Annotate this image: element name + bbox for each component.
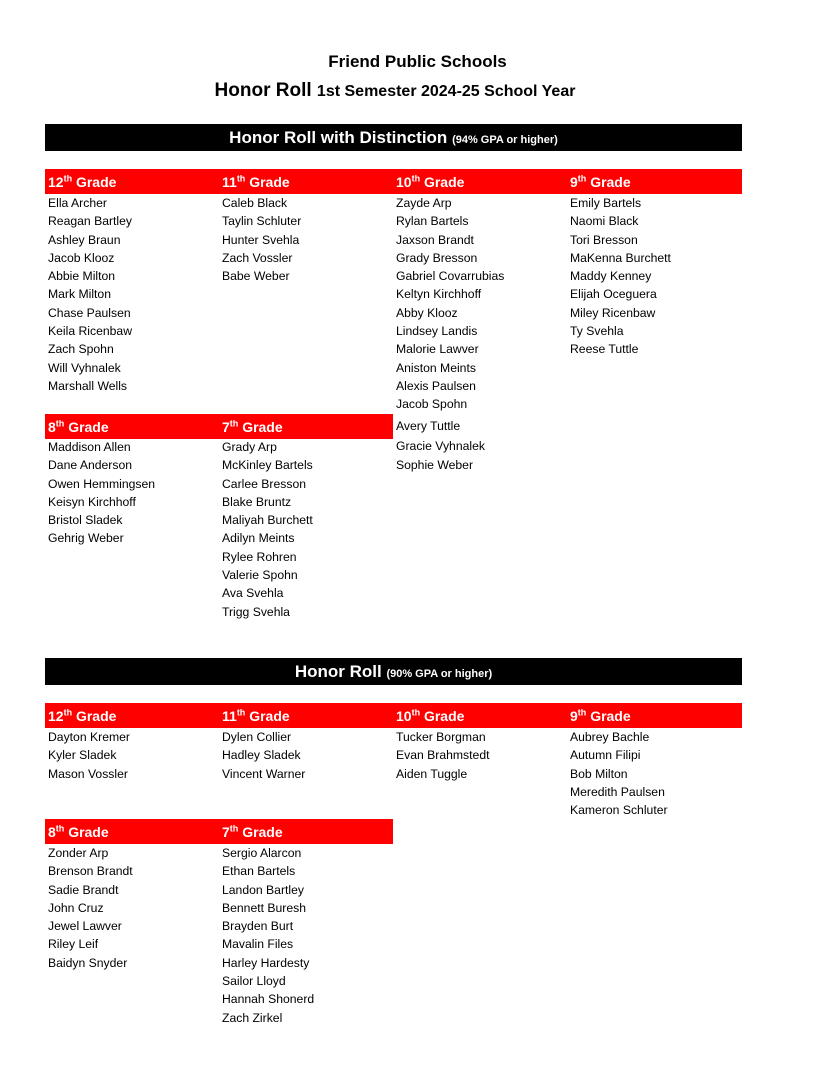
student-name: Maliyah Burchett <box>222 513 313 528</box>
honor-heading: Honor Roll <box>294 662 382 681</box>
student-name: Grady Bresson <box>396 250 478 265</box>
student-name: MaKenna Burchett <box>570 250 671 265</box>
student-name: Abby Klooz <box>396 305 458 320</box>
student-name: Sophie Weber <box>396 457 474 472</box>
student-name: Maddison Allen <box>48 440 131 454</box>
student-name: Dylen Collier <box>222 730 292 744</box>
student-name: Ella Archer <box>48 196 107 210</box>
honor-list-7 <box>222 844 314 1027</box>
student-name: Miley Ricenbaw <box>570 305 656 320</box>
student-name: Brenson Brandt <box>48 864 133 879</box>
student-name: Bob Milton <box>570 766 628 781</box>
student-name: Ty Svehla <box>570 324 624 339</box>
honor-list-12 <box>48 728 130 783</box>
student-name: Hadley Sladek <box>222 748 301 763</box>
student-name: Caleb Black <box>222 196 288 210</box>
student-name: John Cruz <box>48 900 104 915</box>
student-name: Will Vyhnalek <box>48 360 121 375</box>
student-name: Naomi Black <box>570 214 639 229</box>
student-name: Ethan Bartels <box>222 864 296 879</box>
student-name: Taylin Schluter <box>222 214 302 229</box>
student-name: Sailor Lloyd <box>222 974 286 989</box>
distinction-list-12 <box>48 194 132 395</box>
distinction-list-11 <box>222 194 301 285</box>
student-name: Brayden Burt <box>222 919 294 934</box>
student-name: Hannah Shonerd <box>222 992 315 1007</box>
student-name: Bennett Buresh <box>222 900 307 915</box>
honor-lower-grade-bar <box>45 819 393 844</box>
student-name: Aniston Meints <box>396 360 476 375</box>
grade-header-11: 11th Grade <box>222 707 290 724</box>
student-name: Trigg Svehla <box>222 604 290 619</box>
student-name: Hunter Svehla <box>222 232 300 247</box>
student-name: McKinley Bartels <box>222 458 313 473</box>
student-name: Gehrig Weber <box>48 531 124 546</box>
grade-header-12: 12th Grade <box>48 707 117 724</box>
student-name: Mason Vossler <box>48 766 128 781</box>
student-name: Jewel Lawver <box>48 919 122 934</box>
honor-list-11 <box>222 728 305 783</box>
student-name: Gracie Vyhnalek <box>396 439 485 454</box>
student-name: Marshall Wells <box>48 378 128 393</box>
student-name: Baidyn Snyder <box>48 955 128 970</box>
student-name: Valerie Spohn <box>222 568 298 583</box>
title-sub: 1st Semester 2024-25 School Year <box>316 83 576 100</box>
student-name: Grady Arp <box>222 440 277 454</box>
grade-header-10: 10th Grade <box>396 707 465 724</box>
distinction-list-10 <box>396 194 504 414</box>
student-name: Zach Zirkel <box>222 1010 283 1025</box>
student-name: Gabriel Covarrubias <box>396 269 505 284</box>
student-name: Malorie Lawver <box>396 342 479 357</box>
distinction-banner <box>45 124 742 151</box>
student-name: Avery Tuttle <box>396 419 461 433</box>
distinction-upper-grade-bar <box>45 169 742 194</box>
student-name: Elijah Oceguera <box>570 287 657 302</box>
student-name: Blake Bruntz <box>222 494 292 509</box>
student-name: Vincent Warner <box>222 766 306 781</box>
student-name: Maddy Kenney <box>570 269 652 284</box>
grade-header-9: 9th Grade <box>570 707 631 724</box>
student-name: Zayde Arp <box>396 196 452 210</box>
student-name: Reagan Bartley <box>48 214 133 229</box>
student-name: Rylan Bartels <box>396 214 469 229</box>
student-name: Reese Tuttle <box>570 342 639 357</box>
student-name: Emily Bartels <box>570 196 642 210</box>
student-name: Zach Spohn <box>48 342 114 357</box>
student-name: Dane Anderson <box>48 458 133 473</box>
student-name: Aubrey Bachle <box>570 730 650 744</box>
student-name: Sergio Alarcon <box>222 846 302 860</box>
student-name: Jacob Klooz <box>48 250 115 265</box>
title-main: Honor Roll <box>214 80 312 101</box>
grade-header-8: 8th Grade <box>48 418 109 435</box>
student-name: Alexis Paulsen <box>396 378 476 393</box>
student-name: Harley Hardesty <box>222 955 310 970</box>
student-name: Bristol Sladek <box>48 513 123 528</box>
student-name: Carlee Bresson <box>222 476 306 491</box>
distinction-heading: Honor Roll with Distinction <box>229 128 448 147</box>
student-name: Sadie Brandt <box>48 882 119 897</box>
page-title <box>0 80 790 102</box>
student-name: Mavalin Files <box>222 937 294 952</box>
student-name: Jaxson Brandt <box>396 232 474 247</box>
honor-banner <box>45 658 742 685</box>
distinction-list-7 <box>222 438 313 621</box>
grade-header-9: 9th Grade <box>570 173 631 190</box>
distinction-lower-grade-bar <box>45 414 393 439</box>
student-name: Owen Hemmingsen <box>48 476 156 491</box>
student-name: Babe Weber <box>222 269 290 284</box>
distinction-note: (94% GPA or higher) <box>452 134 558 146</box>
distinction-list-10-cont <box>396 417 485 474</box>
student-name: Rylee Rohren <box>222 549 297 564</box>
grade-header-7: 7th Grade <box>222 418 283 435</box>
student-name: Abbie Milton <box>48 269 116 284</box>
honor-note: (90% GPA or higher) <box>386 668 493 680</box>
student-name: Adilyn Meints <box>222 531 295 546</box>
student-name: Dayton Kremer <box>48 730 130 744</box>
student-name: Chase Paulsen <box>48 305 131 320</box>
student-name: Kameron Schluter <box>570 803 668 818</box>
school-name: Friend Public Schools <box>328 52 507 71</box>
student-name: Tori Bresson <box>570 232 638 247</box>
student-name: Zonder Arp <box>48 846 109 860</box>
student-name: Lindsey Landis <box>396 324 478 339</box>
honor-list-10 <box>396 728 489 783</box>
student-name: Riley Leif <box>48 937 99 952</box>
honor-list-9 <box>570 728 668 819</box>
student-name: Keisyn Kirchhoff <box>48 494 136 509</box>
distinction-list-8 <box>48 438 155 548</box>
honor-list-8 <box>48 844 133 972</box>
student-name: Autumn Filipi <box>570 748 641 763</box>
grade-header-10: 10th Grade <box>396 173 465 190</box>
student-name: Keltyn Kirchhoff <box>396 287 482 302</box>
student-name: Kyler Sladek <box>48 748 117 763</box>
grade-header-11: 11th Grade <box>222 173 290 190</box>
student-name: Landon Bartley <box>222 882 304 897</box>
grade-header-12: 12th Grade <box>48 173 117 190</box>
student-name: Aiden Tuggle <box>396 766 468 781</box>
grade-header-8: 8th Grade <box>48 823 109 840</box>
student-name: Zach Vossler <box>222 250 293 265</box>
student-name: Keila Ricenbaw <box>48 324 133 339</box>
student-name: Tucker Borgman <box>396 730 486 744</box>
student-name: Mark Milton <box>48 287 111 302</box>
student-name: Ava Svehla <box>222 586 284 601</box>
student-name: Ashley Braun <box>48 232 121 247</box>
honor-upper-grade-bar <box>45 703 742 728</box>
student-name: Meredith Paulsen <box>570 784 665 799</box>
student-name: Evan Brahmstedt <box>396 748 490 763</box>
grade-header-7: 7th Grade <box>222 823 283 840</box>
distinction-list-9 <box>570 194 671 359</box>
student-name: Jacob Spohn <box>396 397 468 412</box>
